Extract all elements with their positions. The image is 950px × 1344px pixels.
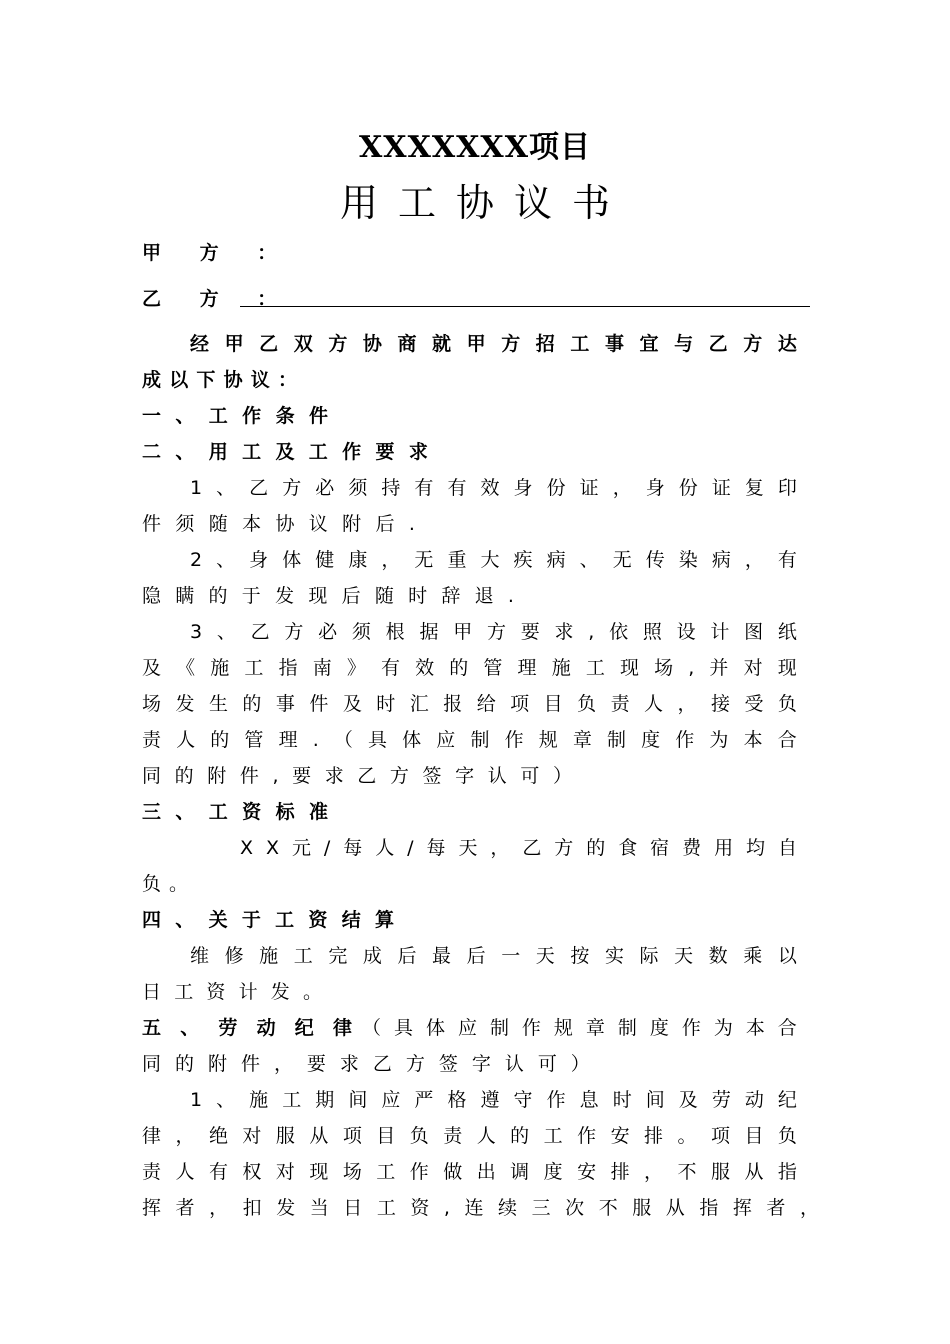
- body-line: 同 的 附 件 , 要 求 乙 方 签 字 认 可 ）: [142, 765, 572, 787]
- body-line: 责 人 的 管 理 . （ 具 体 应 制 作 规 章 制 度 作 为 本 合: [142, 729, 797, 751]
- party-a-label: 甲 方 ：: [142, 242, 293, 264]
- body-line: 3 、 乙 方 必 须 根 据 甲 方 要 求 , 依 照 设 计 图 纸: [190, 621, 797, 643]
- body-line: 经 甲 乙 双 方 协 商 就 甲 方 招 工 事 宜 与 乙 方 达: [190, 333, 797, 355]
- body-line: （ 具 体 应 制 作 规 章 制 度 作 为 本 合: [362, 1017, 797, 1039]
- party-b-label: 乙 方 ：: [142, 288, 293, 310]
- body-line: 件 须 随 本 协 议 附 后 .: [142, 513, 415, 535]
- body-line: 成 以 下 协 议 ：: [142, 369, 297, 391]
- party-b-blank-line: [240, 306, 810, 307]
- body-line: 场 发 生 的 事 件 及 时 汇 报 给 项 目 负 责 人 ， 接 受 负: [142, 693, 797, 715]
- body-line: 维 修 施 工 完 成 后 最 后 一 天 按 实 际 天 数 乘 以: [190, 945, 797, 967]
- body-line: 2 、 身 体 健 康 ， 无 重 大 疾 病 、 无 传 染 病 ， 有: [190, 549, 797, 571]
- body-line: 1 、 乙 方 必 须 持 有 有 效 身 份 证 ， 身 份 证 复 印: [190, 477, 797, 499]
- body-line: 隐 瞒 的 于 发 现 后 随 时 辞 退 .: [142, 585, 514, 607]
- document-title: 用工协议书: [339, 181, 630, 225]
- body-line: 及 《 施 工 指 南 》 有 效 的 管 理 施 工 现 场 , 并 对 现: [142, 657, 797, 679]
- body-line: 挥 者 ， 扣 发 当 日 工 资 , 连 续 三 次 不 服 从 指 挥 者 ，: [142, 1197, 819, 1219]
- body-line: 1 、 施 工 期 间 应 严 格 遵 守 作 息 时 间 及 劳 动 纪: [190, 1089, 797, 1111]
- body-line: 负 。: [142, 873, 188, 895]
- body-line: 二 、 用 工 及 工 作 要 求: [142, 441, 428, 463]
- body-line: 责 人 有 权 对 现 场 工 作 做 出 调 度 安 排 ， 不 服 从 指: [142, 1161, 797, 1183]
- body-line: 三 、 工 资 标 准: [142, 801, 328, 823]
- body-line: 一 、 工 作 条 件: [142, 405, 328, 427]
- body-line: 五 、 劳 动 纪 律: [142, 1017, 352, 1039]
- body-line: X X 元 / 每 人 / 每 天 ， 乙 方 的 食 宿 费 用 均 自: [240, 837, 797, 859]
- project-title: XXXXXXX项目: [359, 130, 591, 165]
- body-line: 同 的 附 件 ， 要 求 乙 方 签 字 认 可 ）: [142, 1053, 590, 1075]
- body-line: 日 工 资 计 发 。: [142, 981, 322, 1003]
- body-line: 四 、 关 于 工 资 结 算: [142, 909, 394, 931]
- body-line: 律 ， 绝 对 服 从 项 目 负 责 人 的 工 作 安 排 。 项 目 负: [142, 1125, 797, 1147]
